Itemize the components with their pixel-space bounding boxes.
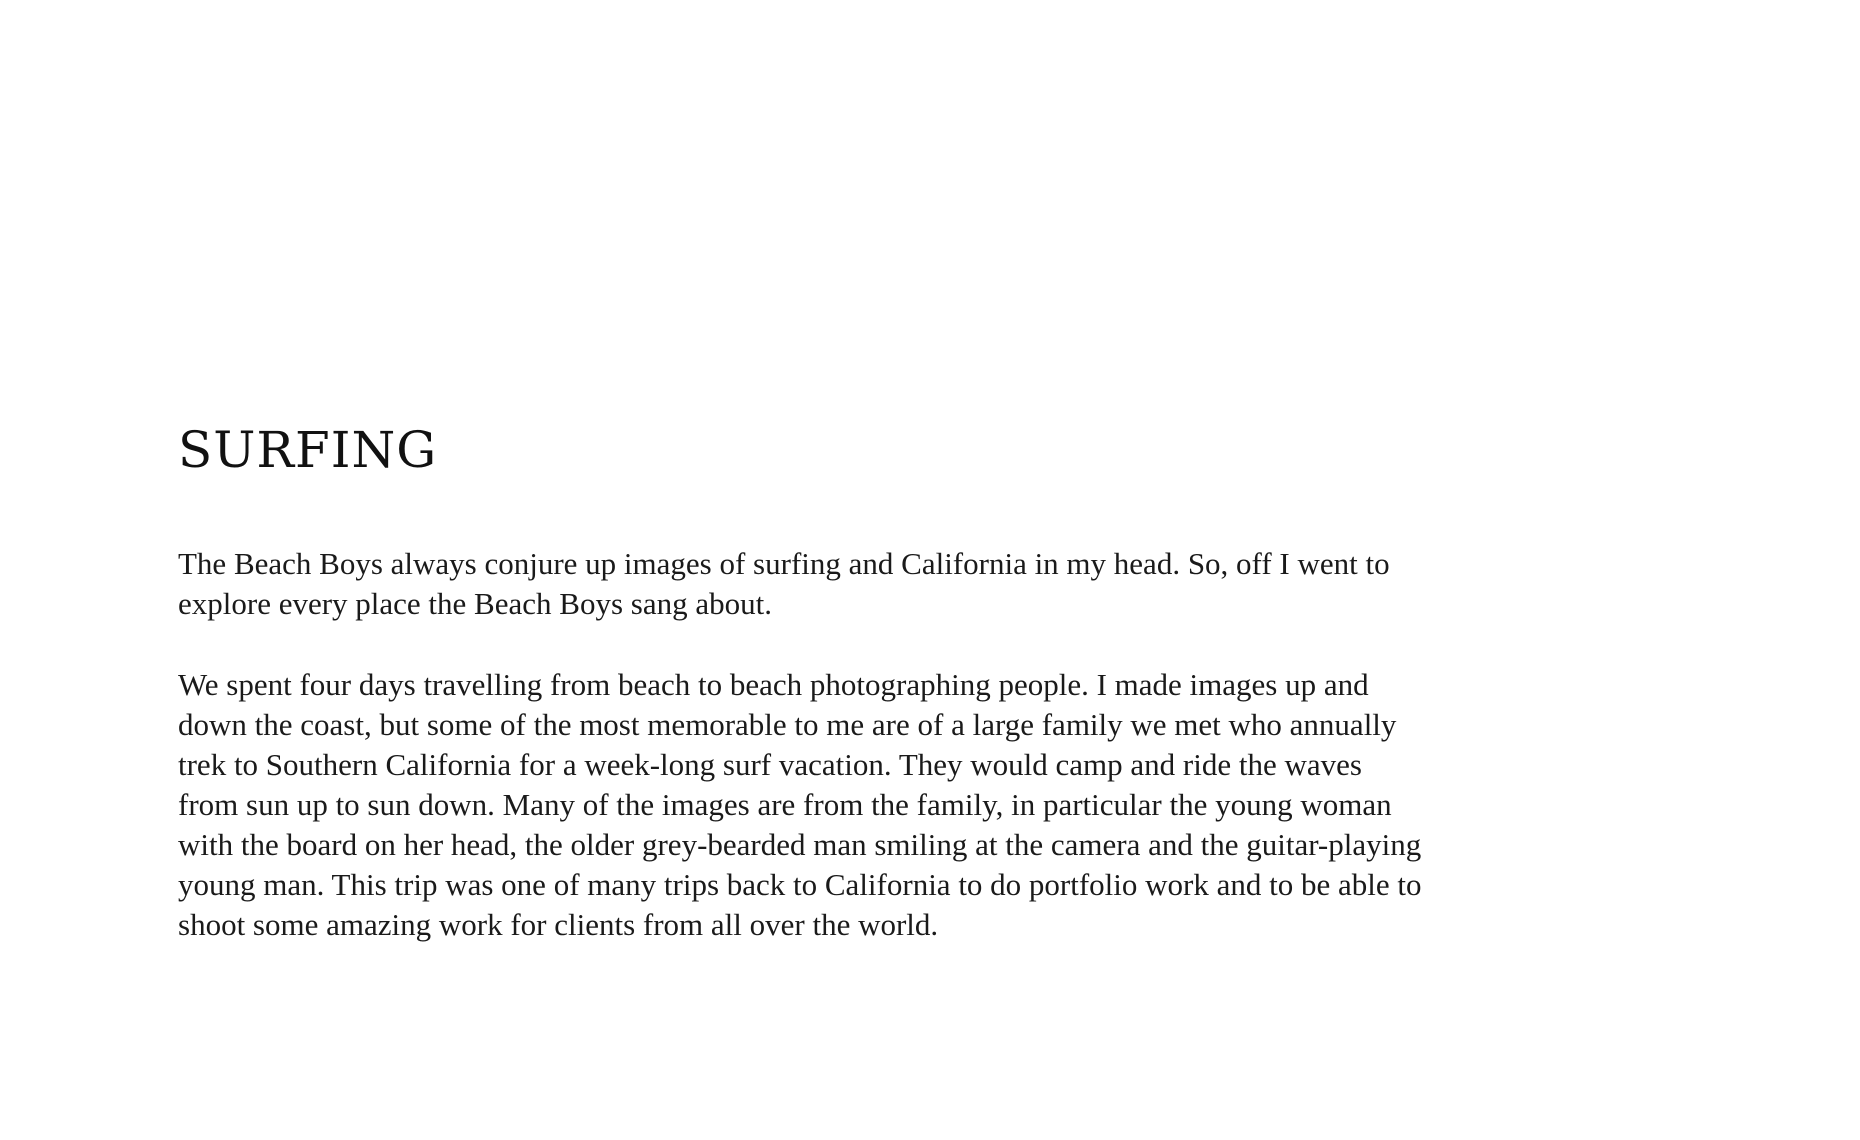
paragraph-line: with the board on her head, the older grey-bearded man smiling at the camera and the guitar-playing xyxy=(178,827,1422,862)
intro-paragraph xyxy=(178,544,1638,624)
paragraph-line: trek to Southern California for a week-long surf vacation. They would camp and ride the waves xyxy=(178,747,1362,782)
paragraph-line: We spent four days travelling from beach to beach photographing people. I made images up and xyxy=(178,667,1369,702)
paragraph-line: down the coast, but some of the most memorable to me are of a large family we met who annually xyxy=(178,707,1397,742)
page-title: SURFING xyxy=(178,421,438,479)
body-paragraph xyxy=(178,665,1638,945)
paragraph-line: The Beach Boys always conjure up images of surfing and California in my head. So, off I went to xyxy=(178,546,1390,581)
document-body xyxy=(178,420,1638,945)
paragraph-line: young man. This trip was one of many trips back to California to do portfolio work and to be able to xyxy=(178,867,1422,902)
paragraph-line: from sun up to sun down. Many of the images are from the family, in particular the young woman xyxy=(178,787,1392,822)
paragraph-line: shoot some amazing work for clients from all over the world. xyxy=(178,907,939,942)
paragraph-line: explore every place the Beach Boys sang about. xyxy=(178,586,772,621)
